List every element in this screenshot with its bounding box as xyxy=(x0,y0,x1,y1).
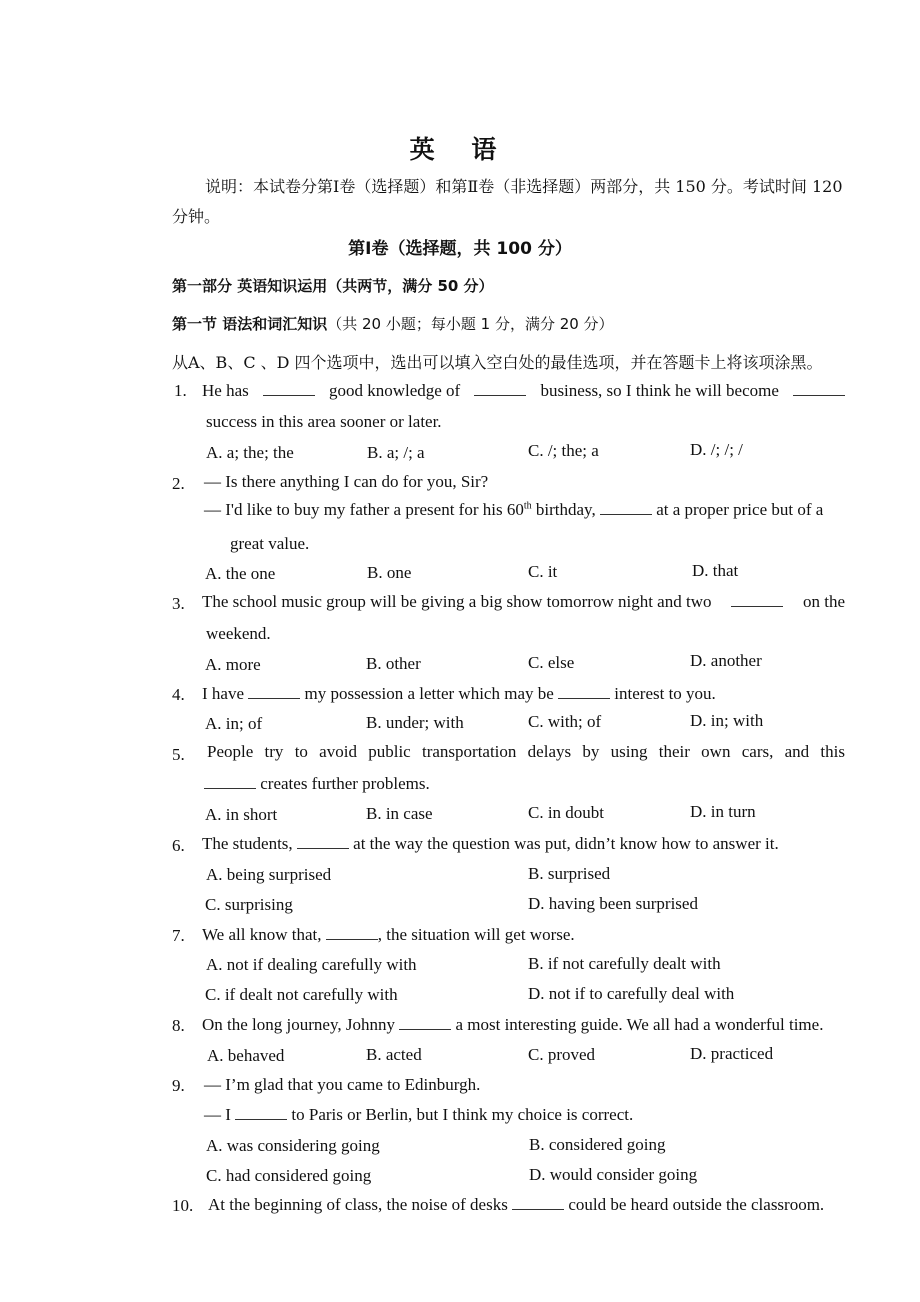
stem-text: my possession a letter which may be xyxy=(304,684,554,703)
option-b: B. surprised xyxy=(528,864,611,883)
answer-blank xyxy=(558,684,610,699)
question-stem xyxy=(202,592,845,612)
option-c: C. in doubt xyxy=(528,803,605,822)
question-number: 8. xyxy=(172,1016,185,1035)
answer-blank xyxy=(600,500,652,515)
volume-title: 第Ⅰ卷（选择题，共 100 分） xyxy=(348,239,572,259)
stem-text: to Paris or Berlin, but I think my choice is correct. xyxy=(291,1105,634,1124)
stem-text: at a proper price but of a xyxy=(656,500,824,519)
dialogue-line-1: — I’m glad that you came to Edinburgh. xyxy=(204,1075,481,1094)
option-a: A. more xyxy=(205,655,261,674)
question-stem xyxy=(202,834,779,854)
stem-text: at the way the question was put, didn’t know how to answer it. xyxy=(353,834,779,853)
option-c: C. if dealt not carefully with xyxy=(205,985,398,1004)
page-title: 英 语 xyxy=(409,135,511,164)
option-c: C. surprising xyxy=(205,895,293,914)
section-title-rest: （共 20 小题；每小题 1 分，满分 20 分） xyxy=(327,315,614,333)
answer-blank xyxy=(235,1105,287,1120)
question-stem xyxy=(202,684,716,704)
stem-text: — I xyxy=(204,1105,231,1124)
instructions: 从A、B、C 、D 四个选项中，选出可以填入空白处的最佳选项，并在答题卡上将该项涂黑。 xyxy=(172,353,823,372)
option-a: A. a; the; the xyxy=(206,443,294,462)
question-number: 9. xyxy=(172,1076,185,1095)
option-a: A. the one xyxy=(205,564,276,583)
question-stem: People try to avoid public transportation delays by using their own cars, and this xyxy=(207,742,845,761)
option-b: B. acted xyxy=(366,1045,422,1064)
question-number: 7. xyxy=(172,926,185,945)
option-b: B. a; /; a xyxy=(367,443,425,462)
option-b: B. other xyxy=(366,654,421,673)
dialogue-line-2 xyxy=(204,500,823,520)
stem-text: I have xyxy=(202,684,245,703)
question-number: 3. xyxy=(172,594,185,613)
option-a: A. in short xyxy=(205,805,278,824)
option-b: B. considered going xyxy=(529,1135,666,1154)
dialogue-line-1: — Is there anything I can do for you, Sir? xyxy=(204,472,489,491)
stem-text: He has xyxy=(202,381,249,400)
stem-text: On the long journey, Johnny xyxy=(202,1015,395,1034)
question-number: 10. xyxy=(172,1196,194,1215)
answer-blank xyxy=(474,381,526,396)
option-d: D. that xyxy=(692,561,739,580)
question-stem-cont xyxy=(204,774,430,794)
option-a: A. behaved xyxy=(207,1046,285,1065)
exam-note-line1: 说明：本试卷分第Ⅰ卷（选择题）和第Ⅱ卷（非选择题）两部分，共 150 分。考试时间 120 xyxy=(205,177,843,196)
stem-text: creates further problems. xyxy=(260,774,430,793)
option-d: D. not if to carefully deal with xyxy=(528,984,735,1003)
part-title: 第一部分 英语知识运用（共两节，满分 50 分） xyxy=(172,277,494,295)
answer-blank xyxy=(512,1195,564,1210)
option-a: A. was considering going xyxy=(206,1136,380,1155)
option-d: D. in; with xyxy=(690,711,764,730)
option-a: A. being surprised xyxy=(206,865,332,884)
stem-text: a most interesting guide. We all had a wonderful time. xyxy=(455,1015,824,1034)
answer-blank xyxy=(297,834,349,849)
answer-blank xyxy=(248,684,300,699)
section-title xyxy=(172,313,614,334)
superscript: th xyxy=(523,500,532,512)
option-c: C. proved xyxy=(528,1045,596,1064)
stem-text: , the situation will get worse. xyxy=(377,925,575,944)
stem-text: business, so I think he will become xyxy=(540,381,779,400)
option-b: B. if not carefully dealt with xyxy=(528,954,721,973)
option-a: A. not if dealing carefully with xyxy=(206,955,417,974)
option-d: D. another xyxy=(690,651,762,670)
option-c: C. with; of xyxy=(528,712,602,731)
question-stem xyxy=(208,1195,824,1215)
option-c: C. else xyxy=(528,653,575,672)
question-number: 4. xyxy=(172,685,185,704)
question-number: 1. xyxy=(174,381,187,400)
stem-text: on the xyxy=(802,592,845,611)
answer-blank xyxy=(263,381,315,396)
option-c: C. it xyxy=(528,562,558,581)
question-stem xyxy=(202,1015,823,1035)
option-b: B. one xyxy=(367,563,412,582)
option-c: C. had considered going xyxy=(206,1166,372,1185)
stem-text: The students, xyxy=(202,834,293,853)
answer-blank xyxy=(326,925,378,940)
question-number: 5. xyxy=(172,745,185,764)
stem-text: At the beginning of class, the noise of desks xyxy=(208,1195,508,1214)
option-d: D. having been surprised xyxy=(528,894,698,913)
option-d: D. /; /; / xyxy=(690,440,743,459)
answer-blank xyxy=(204,774,256,789)
answer-blank xyxy=(731,592,783,607)
stem-text: interest to you. xyxy=(614,684,716,703)
question-number: 6. xyxy=(172,836,185,855)
stem-text: The school music group will be giving a big show tomorrow night and two xyxy=(202,592,712,611)
answer-blank xyxy=(399,1015,451,1030)
option-b: B. in case xyxy=(366,804,433,823)
question-stem xyxy=(202,925,575,945)
dialogue-line-2-cont: great value. xyxy=(230,534,310,553)
question-stem xyxy=(202,381,845,401)
option-d: D. practiced xyxy=(690,1044,774,1063)
stem-text: good knowledge of xyxy=(328,381,461,400)
question-stem-cont: weekend. xyxy=(206,624,271,643)
question-number: 2. xyxy=(172,474,185,493)
exam-note-line2: 分钟。 xyxy=(172,207,221,226)
option-c: C. /; the; a xyxy=(528,441,599,460)
stem-text: We all know that, xyxy=(202,925,322,944)
option-a: A. in; of xyxy=(205,714,263,733)
option-d: D. would consider going xyxy=(529,1165,698,1184)
stem-text: birthday, xyxy=(531,500,596,519)
option-d: D. in turn xyxy=(690,802,756,821)
answer-blank xyxy=(793,381,845,396)
section-title-bold: 第一节 语法和词汇知识 xyxy=(172,315,328,333)
stem-text: could be heard outside the classroom. xyxy=(568,1195,825,1214)
option-b: B. under; with xyxy=(366,713,464,732)
question-stem-cont: success in this area sooner or later. xyxy=(206,412,442,431)
stem-text: — I'd like to buy my father a present for his 60 xyxy=(204,500,524,519)
dialogue-line-2 xyxy=(204,1105,633,1125)
